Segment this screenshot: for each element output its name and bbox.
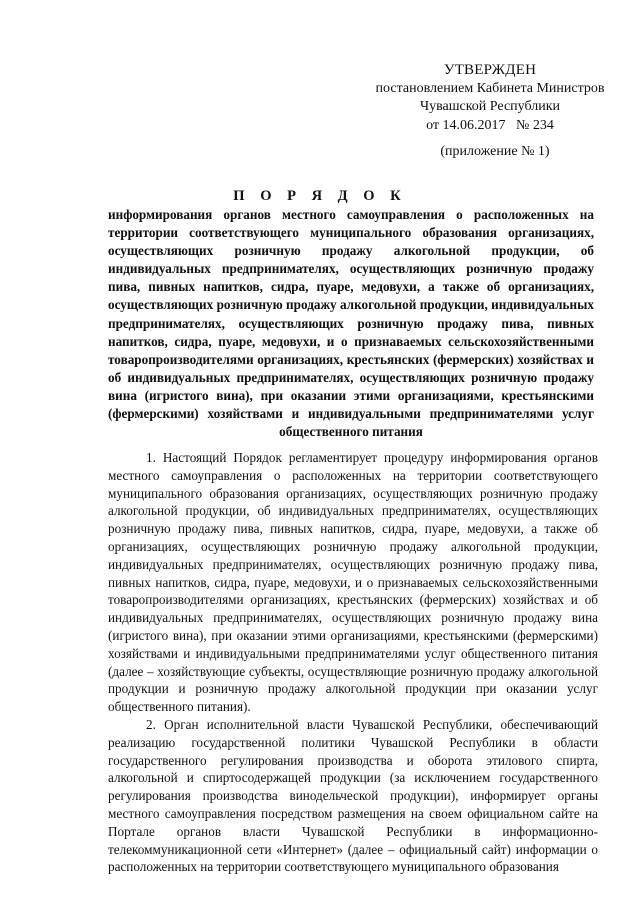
approval-authority: постановлением Кабинета Министров bbox=[375, 80, 605, 96]
approval-date-number: от 14.06.2017 № 234 bbox=[426, 117, 554, 133]
document-body bbox=[108, 449, 598, 876]
document-subtitle: информирования органов местного самоуправления о расположенных на территории соответствующего муниципального образования организациях, осуществляющих розничную продажу алкогольной продукции, об индивидуальных предпринимателях, осуществляющих розничную продажу пива, пивных напитков, сидра, пуаре, медовухи, а также об организациях, осуществляющих розничную продажу алкогольной продукции, индивидуальных предпринимателях, осуществляющих розничную продажу пива, пивных напитков, сидра, пуаре, медовухи, и о признаваемых сельскохозяйственными товаропроизводителями организациях, крестьянских (фермерских) хозяйствах и об индивидуальных предпринимателях, осуществляющих розничную продажу вина (игристого вина), при оказании этими организациями, крестьянскими (фермерскими) хозяйствами и индивидуальными предпринимателями услуг общественного питания bbox=[108, 207, 594, 440]
paragraph-2: 2. Орган исполнительной власти Чувашской Республики, обеспечивающий реализацию государственной политики Чувашской Республики в области государственного регулирования производства и оборота этилового спирта, алкогольной и спиртосодержащей продукции (за исключением государственного регулирования производства винодельческой продукции), информирует органы местного самоуправления посредством размещения на своем официальном сайте на Портале органов власти Чувашской Республики в информационно-телекоммуникационной сети «Интернет» (далее – официальный сайт) информации о расположенных на территории соответствующего муниципального образования bbox=[108, 716, 598, 875]
approval-stamp bbox=[372, 61, 608, 135]
appendix-note: (приложение № 1) bbox=[440, 144, 550, 159]
document-title: П О Р Я Д О К bbox=[233, 188, 407, 204]
paragraph-1: 1. Настоящий Порядок регламентирует процедуру информирования органов местного самоуправления о расположенных на территории соответствующего муниципального образования организациях, осуществляющих розничную продажу алкогольной продукции, об индивидуальных предпринимателях, осуществляющих розничную продажу пива, пивных напитков, сидра, пуаре, медовухи, а также об организациях, осуществляющих розничную продажу алкогольной продукции, индивидуальных предпринимателях, осуществляющих розничную продажу пива, пивных напитков, сидра, пуаре, медовухи, и о признаваемых сельскохозяйственными товаропроизводителями организациях, крестьянских (фермерских) хозяйствах и об индивидуальных предпринимателях, осуществляющих розничную продажу вина (игристого вина), при оказании этими организациями, крестьянскими (фермерскими) хозяйствами и индивидуальными предпринимателями услуг общественного питания (далее – хозяйствующие субъекты, осуществляющие розничную продажу алкогольной продукции и розничную продажу алкогольной продукции при оказании услуг общественного питания). bbox=[108, 450, 598, 715]
approval-word: УТВЕРЖДЕН bbox=[443, 62, 537, 78]
approval-republic: Чувашской Республики bbox=[419, 99, 561, 114]
